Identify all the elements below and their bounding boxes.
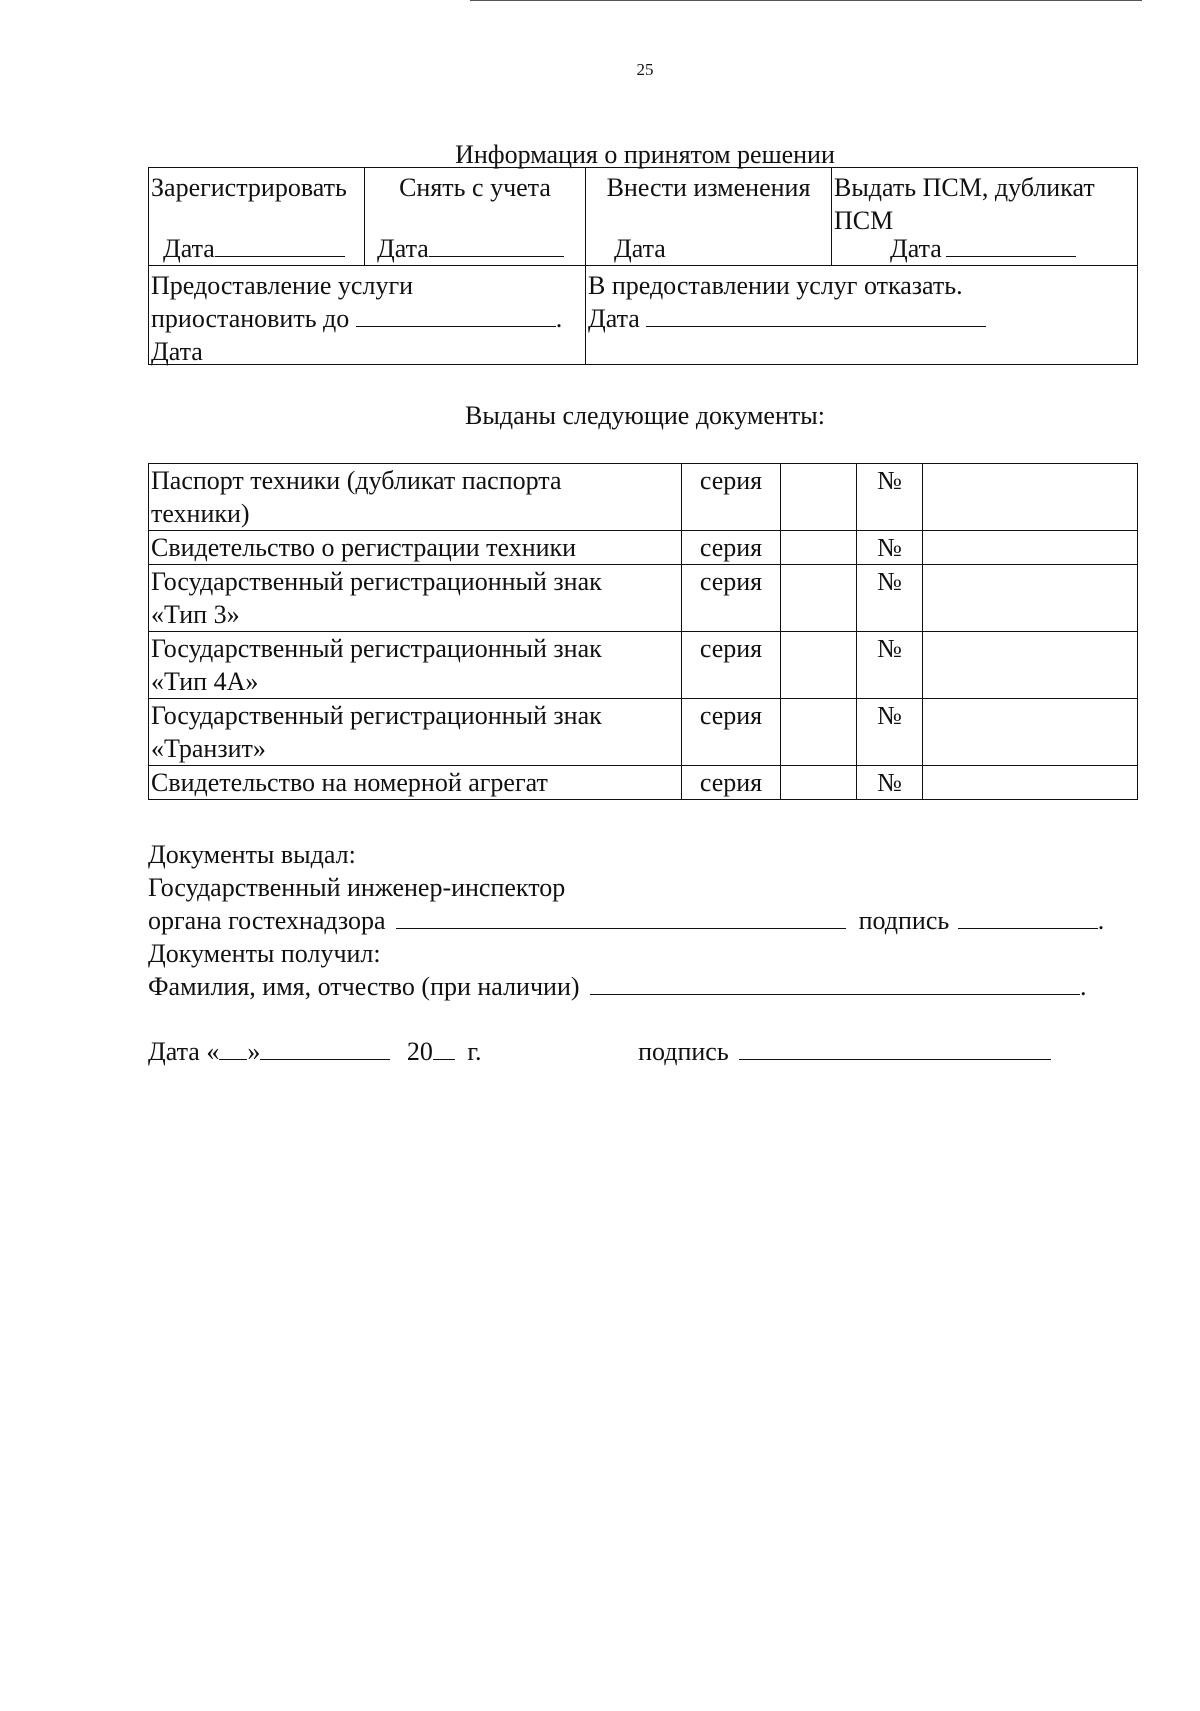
inspector-signature-blank xyxy=(958,904,1098,929)
date-label: Дата xyxy=(163,234,215,263)
inspector-line1: Государственный инженер-инспектор xyxy=(148,873,566,902)
number-label: № xyxy=(857,531,923,565)
decision-title: Информация о принятом решении xyxy=(455,140,835,169)
deregister-date xyxy=(377,232,564,265)
number-label: № xyxy=(857,632,923,699)
number-label: № xyxy=(857,565,923,632)
number-field xyxy=(923,531,1138,565)
refuse-date: Дата xyxy=(588,302,1133,335)
date-blank xyxy=(429,234,564,257)
date-signature-row: Дата « » 20 г. подпись xyxy=(148,1035,1051,1068)
series-field xyxy=(781,632,857,699)
number-field xyxy=(923,699,1138,766)
refuse-line1: В предоставлении услуг отказать. xyxy=(588,271,963,300)
modify-label: Внести изменения xyxy=(606,173,811,202)
cell-deregister xyxy=(365,168,586,266)
receiver-signature-blank xyxy=(739,1035,1051,1060)
received-by-label: Документы получил: xyxy=(148,939,381,968)
document-name: Государственный регистрационный знак «Тип 3» xyxy=(149,565,682,632)
suspend-date-label: Дата xyxy=(151,337,203,366)
document-name: Государственный регистрационный знак «Тип 4А» xyxy=(149,632,682,699)
table-row xyxy=(149,565,1138,632)
series-label: серия xyxy=(682,632,781,699)
year-blank xyxy=(433,1035,455,1060)
series-field xyxy=(781,766,857,800)
refuse-text xyxy=(588,269,1133,335)
number-label: № xyxy=(857,766,923,800)
issue-label-line2: ПСМ xyxy=(834,206,894,235)
deregister-label: Снять с учета xyxy=(399,173,551,202)
issued-documents-table xyxy=(148,463,1138,800)
register-date xyxy=(163,232,345,265)
cell-refuse xyxy=(586,266,1138,365)
series-label: серия xyxy=(682,464,781,531)
cell-suspend xyxy=(149,266,586,365)
inspector-line2: органа гостехнадзора подпись . xyxy=(148,906,1105,935)
suspend-line2: приостановить до . xyxy=(151,304,563,333)
document-name: Государственный регистрационный знак «Транзит» xyxy=(149,699,682,766)
series-field xyxy=(781,464,857,531)
number-field xyxy=(923,565,1138,632)
issue-label-line1: Выдать ПСМ, дубликат xyxy=(834,173,1095,202)
register-label: Зарегистрировать xyxy=(151,173,347,202)
table-row xyxy=(149,766,1138,800)
issued-title: Выданы следующие документы: xyxy=(465,401,825,430)
series-field xyxy=(781,531,857,565)
decision-row-actions xyxy=(149,168,1138,266)
number-label: № xyxy=(857,699,923,766)
series-label: серия xyxy=(682,766,781,800)
date-blank xyxy=(946,234,1076,257)
document-name: Паспорт техники (дубликат паспорта техники) xyxy=(149,464,682,531)
suspend-date-blank xyxy=(356,302,556,327)
issued-by-label: Документы выдал: xyxy=(148,840,356,869)
series-label: серия xyxy=(682,531,781,565)
series-label: серия xyxy=(682,565,781,632)
cell-issue xyxy=(832,168,1138,266)
date-label: Дата xyxy=(614,234,666,263)
suspend-text xyxy=(151,269,581,368)
table-row xyxy=(149,531,1138,565)
receiver-name-row: Фамилия, имя, отчество (при наличии) . xyxy=(148,972,1087,1001)
receiver-name-blank xyxy=(590,970,1080,995)
page-number: 25 xyxy=(636,60,654,79)
number-field xyxy=(923,766,1138,800)
number-label: № xyxy=(857,464,923,531)
cell-register xyxy=(149,168,365,266)
inspector-name-blank xyxy=(396,904,846,929)
series-label: серия xyxy=(682,699,781,766)
decision-table xyxy=(148,167,1138,365)
table-row xyxy=(149,632,1138,699)
day-blank xyxy=(219,1035,247,1060)
date-label: Дата xyxy=(377,234,429,263)
date-blank xyxy=(215,234,345,257)
series-field xyxy=(781,565,857,632)
suspend-line1: Предоставление услуги xyxy=(151,271,414,300)
series-field xyxy=(781,699,857,766)
issue-date xyxy=(890,232,1076,265)
date-label: Дата xyxy=(890,234,942,263)
modify-date xyxy=(614,232,666,265)
table-row xyxy=(149,699,1138,766)
table-row xyxy=(149,464,1138,531)
decision-row-suspend xyxy=(149,266,1138,365)
document-name: Свидетельство о регистрации техники xyxy=(149,531,682,565)
top-rule xyxy=(470,0,1142,1)
document-name: Свидетельство на номерной агрегат xyxy=(149,766,682,800)
month-blank xyxy=(260,1035,390,1060)
number-field xyxy=(923,464,1138,531)
number-field xyxy=(923,632,1138,699)
cell-modify xyxy=(586,168,832,266)
issue-label xyxy=(834,171,1135,237)
refuse-date-blank xyxy=(646,302,986,327)
